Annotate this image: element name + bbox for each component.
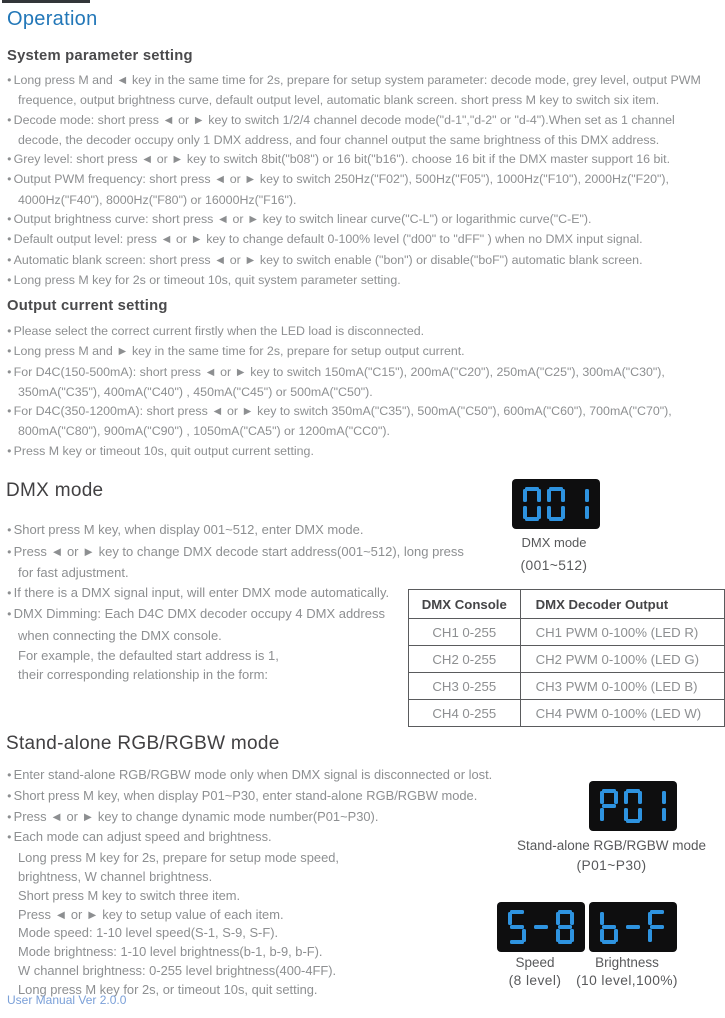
seven-segment-display-speed <box>497 902 585 952</box>
bullet-subline: Short press M key to switch three item. <box>18 887 241 903</box>
page-edge-artifact <box>2 0 90 3</box>
table-row <box>409 646 725 673</box>
footer-version: User Manual Ver 2.0.0 <box>7 993 127 1007</box>
seven-segment-digit <box>648 910 666 944</box>
seven-segment-digit <box>532 910 550 944</box>
bullet-item: ● For D4C(350-1200mA): short press ◄ or ► key to switch 350mA("C35"), 500mA("C50"), 600mA("C60"), 700mA("C70"), 800mA("C80"), 900mA("C90") , 1050mA("CA5") or 1200mA("CC0"). <box>7 402 715 442</box>
bullet-item: ● Please select the correct current firstly when the LED load is disconnected. <box>7 322 715 342</box>
table-row <box>409 673 725 700</box>
bullet-subline: when connecting the DMX console. <box>18 627 222 643</box>
section-heading-standalone: Stand-alone RGB/RGBW mode <box>6 733 280 754</box>
bullet-item: ● Short press M key, when display P01~P30, enter stand-alone RGB/RGBW mode. <box>7 787 552 808</box>
seven-segment-display-dmx <box>512 479 600 529</box>
bullet-item: ● Press ◄ or ► key to change dynamic mode number(P01~P30). <box>7 808 552 829</box>
bullet-subline: Long press M key for 2s, or timeout 10s, quit setting. <box>18 981 318 997</box>
seven-segment-digit <box>624 910 642 944</box>
cell-console: CH4 0-255 <box>409 700 521 727</box>
bullet-subline: their corresponding relationship in the form: <box>18 667 269 683</box>
bullet-list-dmx <box>7 520 469 685</box>
seven-segment-digit <box>648 789 666 823</box>
bullet-item: ● Press ◄ or ► key to change DMX decode start address(001~512), long press for fast adjustment. <box>7 542 469 583</box>
cell-console: CH2 0-255 <box>409 646 521 673</box>
bullet-item: ● Long press M key for 2s or timeout 10s, quit system parameter setting. <box>7 271 715 291</box>
display-caption-speed: Speed <box>515 955 555 970</box>
seven-segment-digit <box>600 910 618 944</box>
seven-segment-digit <box>508 910 526 944</box>
bullet-item: ● Enter stand-alone RGB/RGBW mode only when DMX signal is disconnected or lost. <box>7 766 552 787</box>
display-range-brightness: (10 level,100%) <box>576 973 678 988</box>
bullet-item: ● Decode mode: short press ◄ or ► key to switch 1/2/4 channel decode mode("d-1","d-2" or "d-4").When set as 1 channel decode, the decoder occupy only 1 DMX address, and four channel output the same brightness of this DMX address. <box>7 111 715 151</box>
table-header-output: DMX Decoder Output <box>520 590 724 619</box>
bullet-item: ● If there is a DMX signal input, will enter DMX mode automatically. <box>7 583 469 605</box>
table-header-row <box>409 590 725 619</box>
bullet-subline: Press ◄ or ► key to setup value of each item. <box>18 906 284 922</box>
bullet-item: ● DMX Dimming: Each D4C DMX decoder occupy 4 DMX address <box>7 604 469 626</box>
bullet-item: ● Default output level: press ◄ or ► key to change default 0-100% level ("d00" to "dFF" ) when no DMX input signal. <box>7 230 715 250</box>
section-heading-system: System parameter setting <box>7 48 193 64</box>
cell-output: CH3 PWM 0-100% (LED B) <box>520 673 724 700</box>
table-row <box>409 700 725 727</box>
bullet-item: ● Output PWM frequency: short press ◄ or ► key to switch 250Hz("F02"), 500Hz("F05"), 1000Hz("F10"), 2000Hz("F20"), 4000Hz("F40"), 8000Hz("F80") or 16000Hz("F16"). <box>7 170 715 210</box>
seven-segment-digit <box>556 910 574 944</box>
table-header-console: DMX Console <box>409 590 521 619</box>
seven-segment-digit <box>624 789 642 823</box>
display-caption-brightness: Brightness <box>595 955 659 970</box>
cell-output: CH2 PWM 0-100% (LED G) <box>520 646 724 673</box>
bullet-item: ● Grey level: short press ◄ or ► key to switch 8bit("b08") or 16 bit("b16"). choose 16 bit if the DMX master support 16 bit. <box>7 150 715 170</box>
bullet-subline: Mode speed: 1-10 level speed(S-1, S-9, S-F). <box>18 925 279 941</box>
bullet-subline: Mode brightness: 1-10 level brightness(b-1, b-9, b-F). <box>18 944 323 960</box>
seven-segment-digit <box>571 487 589 521</box>
seven-segment-digit <box>547 487 565 521</box>
dmx-channel-table <box>408 589 725 727</box>
display-range-dmx: (001~512) <box>520 558 588 573</box>
bullet-item: ● Each mode can adjust speed and brightness. <box>7 828 552 849</box>
bullet-subline: Long press M key for 2s, prepare for setup mode speed, <box>18 850 340 866</box>
seven-segment-display-mode <box>589 781 677 831</box>
bullet-subline: W channel brightness: 0-255 level brightness(400-4FF). <box>18 962 337 978</box>
seven-segment-display-brightness <box>589 902 677 952</box>
display-range-speed: (8 level) <box>508 973 562 988</box>
bullet-list-system <box>7 71 715 291</box>
bullet-item: ● For D4C(150-500mA): short press ◄ or ► key to switch 150mA("C15"), 200mA("C20"), 250mA("C25"), 300mA("C30"), 350mA("C35"), 400mA("C40") , 450mA("C45") or 500mA("C50"). <box>7 363 715 403</box>
cell-console: CH3 0-255 <box>409 673 521 700</box>
bullet-item: ● Automatic blank screen: short press ◄ or ► key to switch enable ("bon") or disable("boF") automatic blank screen. <box>7 251 715 271</box>
bullet-subline: For example, the defaulted start address is 1, <box>18 647 279 663</box>
bullet-item: ● Output brightness curve: short press ◄ or ► key to switch linear curve("C-L") or logarithmic curve("C-E"). <box>7 210 715 230</box>
display-caption-dmx: DMX mode <box>521 535 587 550</box>
seven-segment-digit <box>600 789 618 823</box>
bullet-item: ● Long press M and ► key in the same time for 2s, prepare for setup output current. <box>7 342 715 362</box>
page-title: Operation <box>7 8 98 30</box>
table-row <box>409 619 725 646</box>
section-heading-current: Output current setting <box>7 298 168 314</box>
bullet-list-standalone <box>7 766 552 1000</box>
bullet-item: ● Short press M key, when display 001~512, enter DMX mode. <box>7 520 469 542</box>
cell-output: CH1 PWM 0-100% (LED R) <box>520 619 724 646</box>
display-range-mode: (P01~P30) <box>576 858 647 873</box>
cell-output: CH4 PWM 0-100% (LED W) <box>520 700 724 727</box>
bullet-item: ● Press M key or timeout 10s, quit output current setting. <box>7 442 715 462</box>
cell-console: CH1 0-255 <box>409 619 521 646</box>
seven-segment-digit <box>523 487 541 521</box>
bullet-subline: brightness, W channel brightness. <box>18 868 213 884</box>
display-caption-mode: Stand-alone RGB/RGBW mode <box>516 838 707 853</box>
bullet-list-current <box>7 322 715 462</box>
bullet-item: ● Long press M and ◄ key in the same time for 2s, prepare for setup system parameter: decode mode, grey level, output PWM frequence, output brightness curve, default output level, automatic blank screen. short press M key to switch six item. <box>7 71 715 111</box>
section-heading-dmx: DMX mode <box>6 480 104 501</box>
